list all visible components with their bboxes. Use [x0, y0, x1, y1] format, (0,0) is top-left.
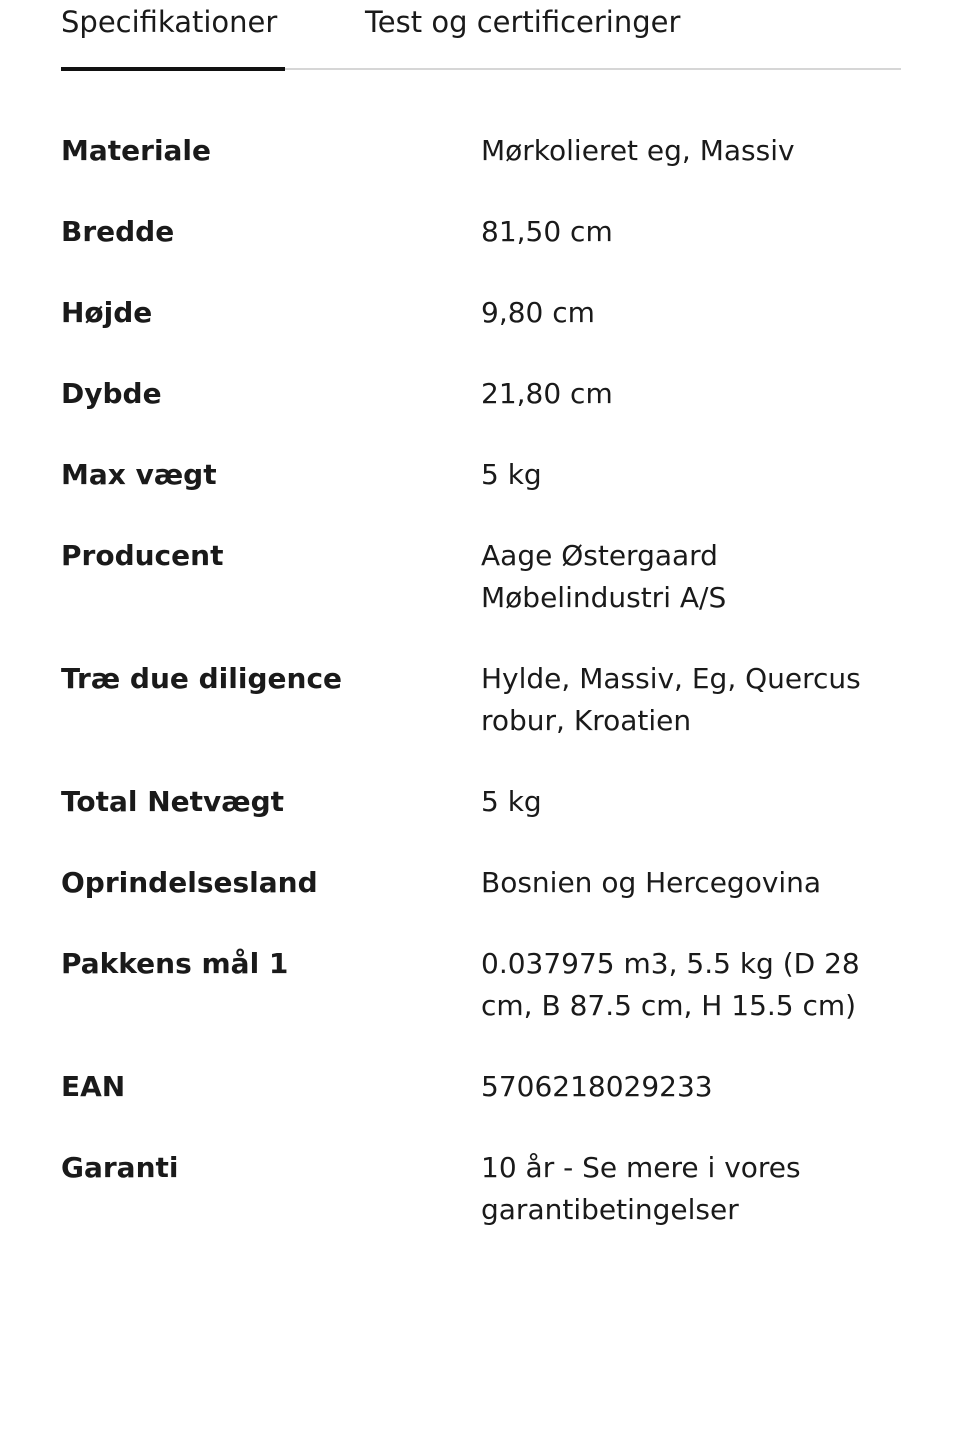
- spec-row-dybde: [61, 373, 901, 454]
- spec-label: Oprindelsesland: [61, 866, 318, 899]
- spec-value: 21,80 cm: [481, 377, 613, 410]
- specifications-list: [61, 130, 901, 1270]
- spec-label: Pakkens mål 1: [61, 947, 289, 980]
- active-tab-indicator: [61, 67, 285, 71]
- spec-row-garanti: [61, 1147, 901, 1270]
- spec-row-oprindelsesland: [61, 862, 901, 943]
- spec-value: 5 kg: [481, 458, 542, 491]
- spec-value: 0.037975 m3, 5.5 kg (D 28 cm, B 87.5 cm, H 15.5 cm): [481, 947, 860, 1022]
- spec-row-max-vaegt: [61, 454, 901, 535]
- spec-value: 5706218029233: [481, 1070, 713, 1103]
- spec-value: Mørkolieret eg, Massiv: [481, 134, 795, 167]
- spec-label: EAN: [61, 1070, 126, 1103]
- spec-value: 5 kg: [481, 785, 542, 818]
- spec-label: Dybde: [61, 377, 162, 410]
- spec-value: 10 år - Se mere i vores garantibetingelser: [481, 1151, 801, 1226]
- spec-label: Træ due diligence: [61, 662, 343, 695]
- spec-label: Bredde: [61, 215, 175, 248]
- spec-value: 9,80 cm: [481, 296, 595, 329]
- spec-row-materiale: [61, 130, 901, 211]
- spec-row-ean: [61, 1066, 901, 1147]
- spec-label: Materiale: [61, 134, 212, 167]
- spec-row-hojde: [61, 292, 901, 373]
- spec-row-pakkens-maal-1: [61, 943, 901, 1066]
- spec-label: Producent: [61, 539, 224, 572]
- spec-row-trae-due-diligence: [61, 658, 901, 781]
- spec-value: Aage Østergaard Møbelindustri A/S: [481, 539, 727, 614]
- spec-value: Hylde, Massiv, Eg, Quercus robur, Kroatien: [481, 662, 861, 737]
- spec-row-producent: [61, 535, 901, 658]
- spec-label: Total Netvægt: [61, 785, 285, 818]
- spec-label: Max vægt: [61, 458, 217, 491]
- spec-value: Bosnien og Hercegovina: [481, 866, 822, 899]
- spec-label: Højde: [61, 296, 153, 329]
- spec-row-bredde: [61, 211, 901, 292]
- tab-test-og-certificeringer[interactable]: Test og certificeringer: [365, 5, 681, 39]
- spec-value: 81,50 cm: [481, 215, 613, 248]
- spec-row-total-netvaegt: [61, 781, 901, 862]
- tab-specifikationer[interactable]: Specifikationer: [61, 5, 278, 39]
- spec-label: Garanti: [61, 1151, 179, 1184]
- tab-bar: [61, 0, 901, 72]
